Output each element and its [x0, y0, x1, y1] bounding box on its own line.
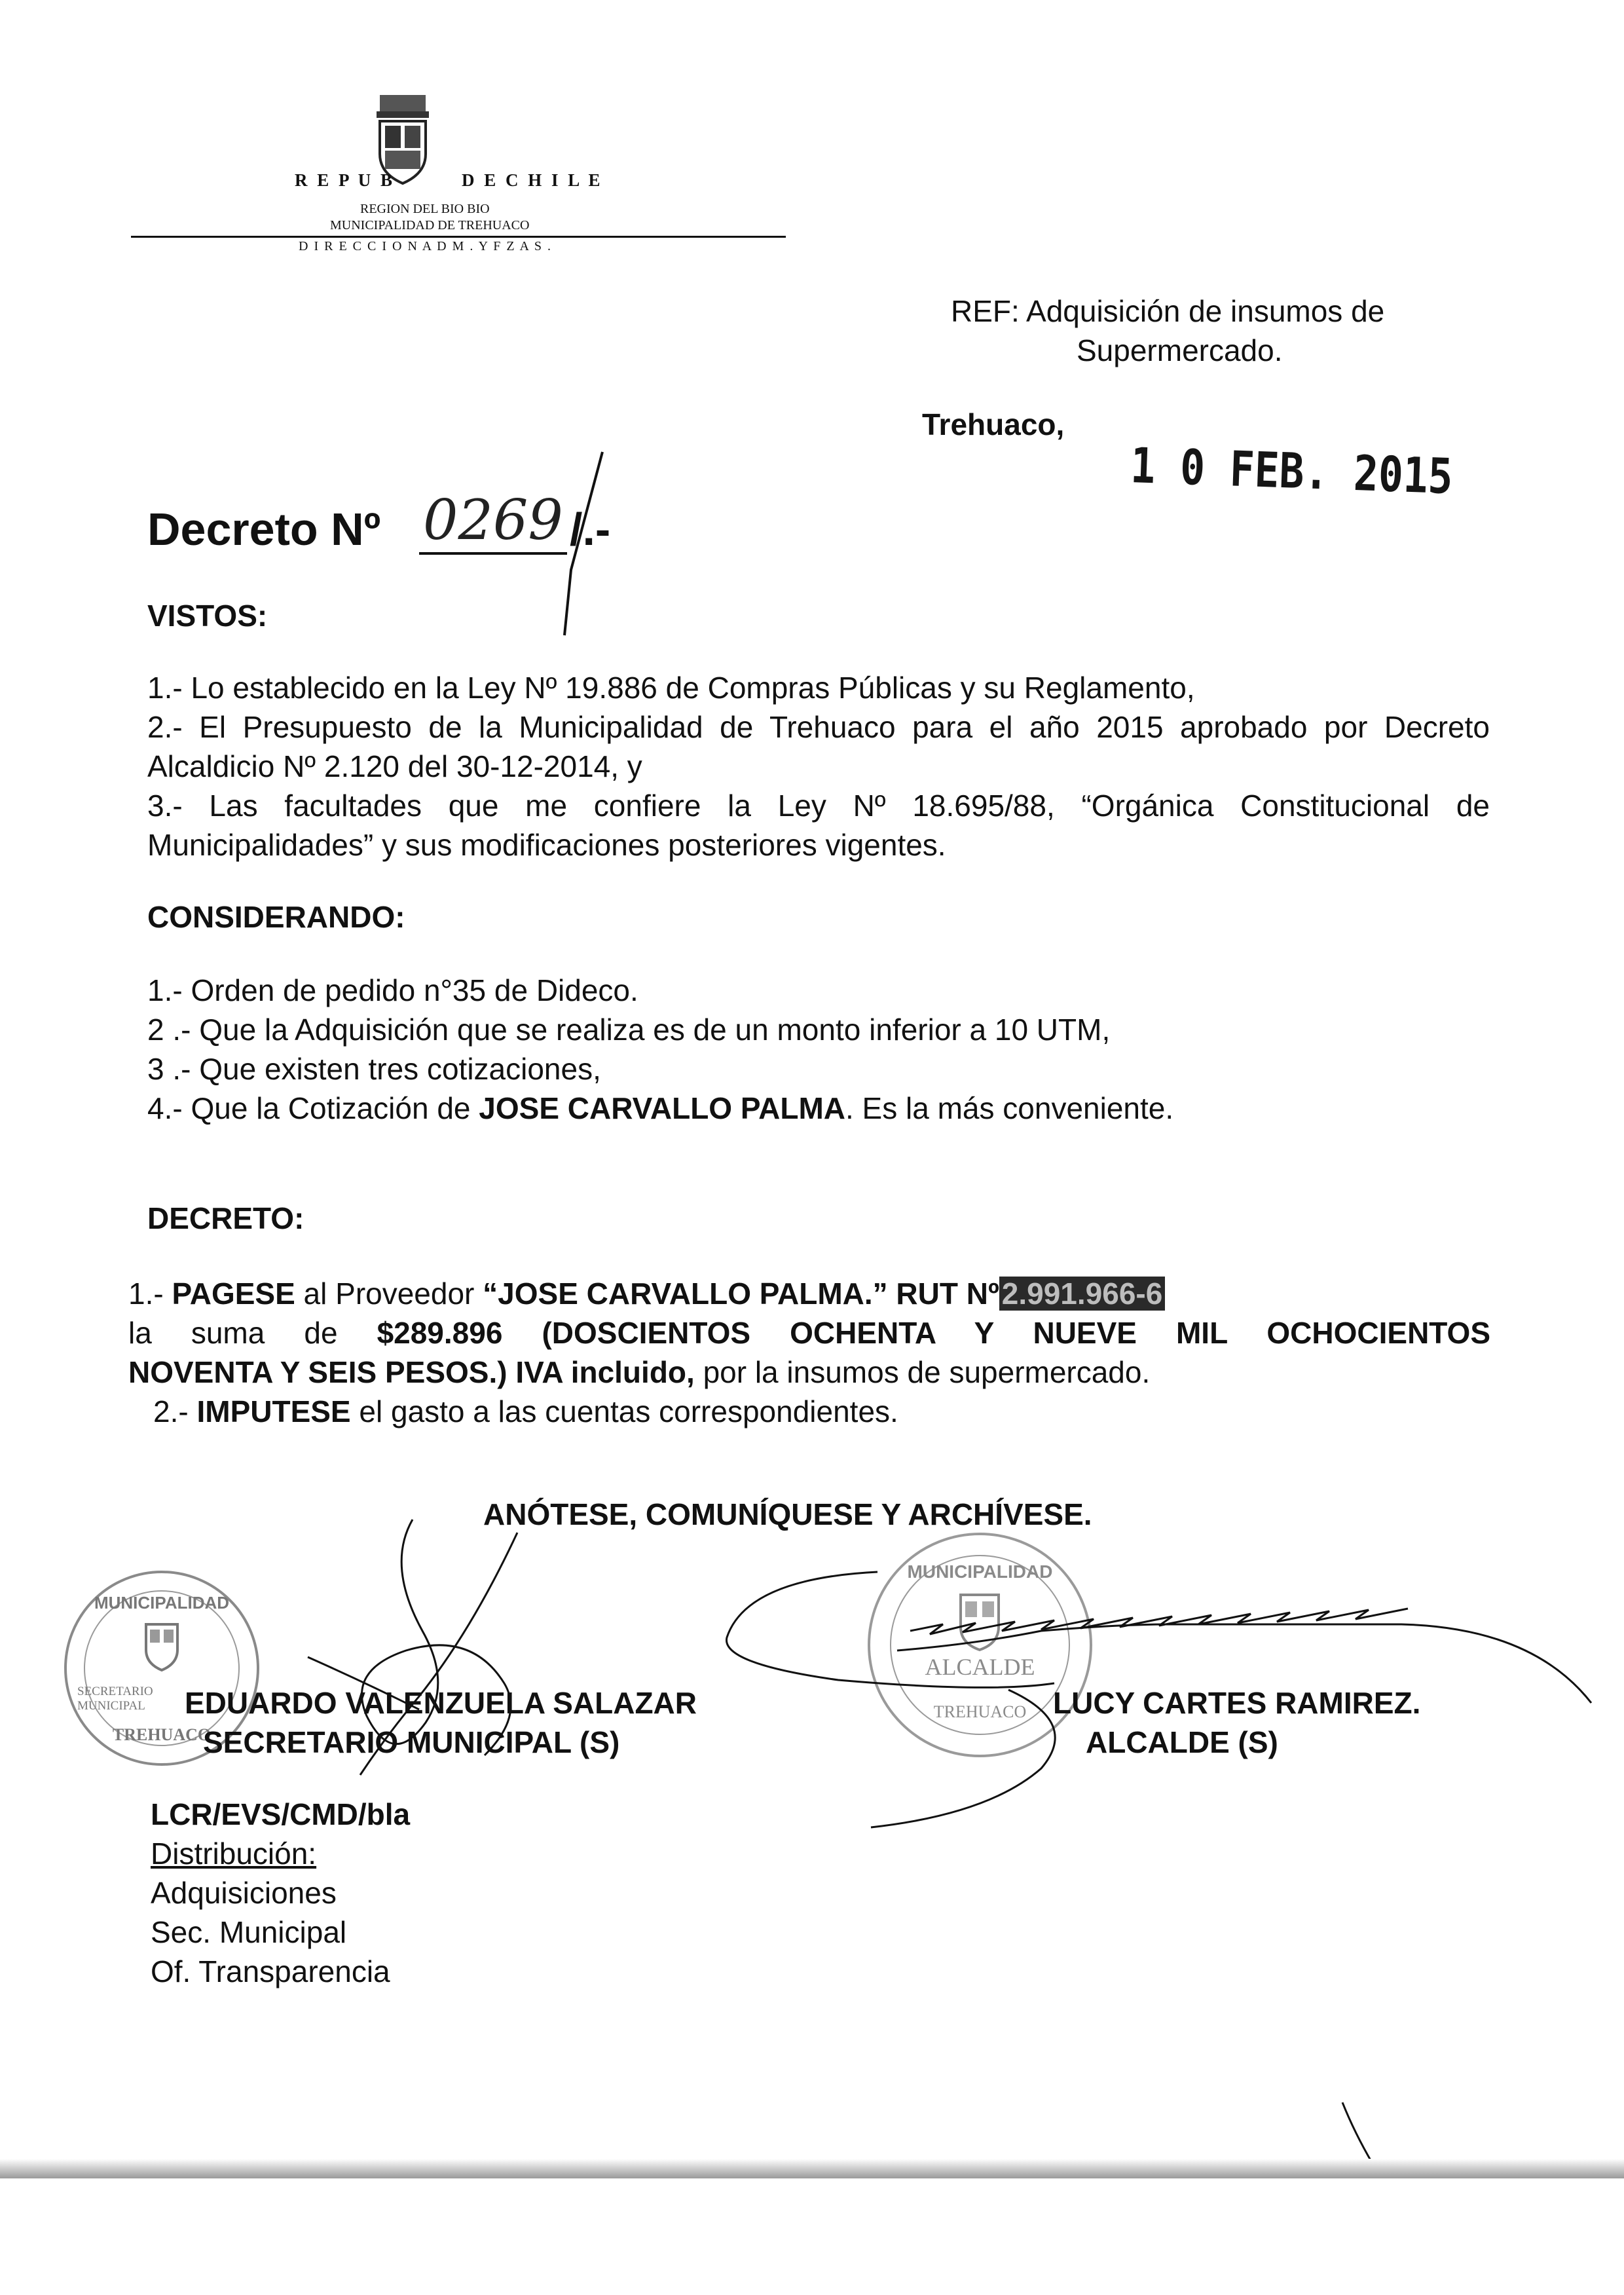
decreto-item-2-verb: IMPUTESE	[196, 1394, 351, 1428]
secretary-seal-top: MUNICIPALIDAD	[94, 1593, 230, 1613]
region: REGION DEL BIO BIO	[360, 202, 490, 216]
decreto-item-1-verb: PAGESE	[172, 1277, 295, 1311]
vistos-item-2b: Alcaldicio Nº 2.120 del 30-12-2014, y	[147, 749, 642, 783]
secretary-seal-mid: SECRETARIO MUNICIPAL	[77, 1685, 153, 1713]
decreto-amount-line-2	[128, 1353, 1490, 1392]
mayor-name: LUCY CARTES RAMIREZ.	[1053, 1686, 1421, 1720]
decreto-amount-rest: por la insumos de supermercado.	[694, 1355, 1151, 1389]
letterhead-divider	[131, 236, 786, 238]
mayor-role: ALCALDE (S)	[1086, 1725, 1278, 1759]
footer-dist-3: Of. Transparencia	[151, 1954, 390, 1988]
considerando-item-2: 2 .- Que la Adquisición que se realiza es de un monto inferior a 10 UTM,	[147, 1013, 1111, 1047]
ref-line2: Supermercado.	[1077, 333, 1283, 367]
ref-label: REF:	[951, 294, 1020, 328]
decreto-amount-pre3: de	[304, 1316, 338, 1350]
vistos-item-3a: 3.- Las facultades que me confiere la Ley Nº 18.695/88, “Orgánica Constitucional de	[147, 789, 1490, 823]
secretary-name: EDUARDO VALENZUELA SALAZAR	[185, 1686, 697, 1720]
considerando-item-4-post: . Es la más conveniente.	[845, 1091, 1174, 1125]
ref-line1: Adquisición de insumos de	[1026, 294, 1385, 328]
vistos-item-1: 1.- Lo establecido en la Ley Nº 19.886 de Compras Públicas y su Reglamento,	[147, 671, 1195, 705]
decreto-item-1-num: 1.-	[128, 1277, 172, 1311]
decreto-heading: DECRETO:	[147, 1201, 304, 1235]
mayor-seal-mid: ALCALDE	[925, 1654, 1035, 1680]
decree-number: 0269	[419, 488, 567, 555]
decreto-item-2	[128, 1392, 1490, 1431]
considerando-heading: CONSIDERANDO:	[147, 900, 405, 934]
mayor-seal-top: MUNICIPALIDAD	[907, 1561, 1053, 1582]
decree-slash-mark	[557, 445, 609, 642]
footer	[151, 1795, 410, 1991]
municipality: MUNICIPALIDAD DE TREHUACO	[330, 218, 530, 233]
vistos-item-2a: 2.- El Presupuesto de la Municipalidad de Trehuaco para el año 2015 aprobado por Decreto	[147, 710, 1490, 744]
decreto-amount: $289.896 (DOSCIENTOS OCHENTA Y NUEVE MIL OCHOCIENTOS	[377, 1316, 1491, 1350]
decreto-item-1-mid: al Proveedor	[295, 1277, 483, 1311]
considerando-item-4-pre: 4.- Que la Cotización de	[147, 1091, 479, 1125]
vistos-heading: VISTOS:	[147, 599, 268, 633]
decreto-item-2-num: 2.-	[153, 1394, 197, 1428]
decreto-amount-words: NOVENTA Y SEIS PESOS.) IVA incluido,	[128, 1355, 695, 1389]
decreto-item-2-rest: el gasto a las cuentas correspondientes.	[350, 1394, 898, 1428]
considerando-item-1: 1.- Orden de pedido n°35 de Dideco.	[147, 973, 638, 1007]
decreto-body	[128, 1274, 1490, 1431]
letterhead	[131, 92, 792, 262]
ref-block	[951, 291, 1384, 370]
vistos-list	[147, 668, 1490, 865]
scan-bottom-edge	[0, 2178, 1624, 2295]
decreto-supplier: “JOSE CARVALLO PALMA.” RUT Nº	[483, 1277, 999, 1311]
considerando-list	[147, 971, 1490, 1128]
place: Trehuaco,	[922, 407, 1065, 441]
mayor-name-block	[1053, 1683, 1420, 1762]
country-right: D E C H I L E	[462, 170, 603, 190]
decreto-item-1	[128, 1274, 1490, 1313]
secretary-seal-shield-icon	[142, 1620, 181, 1673]
secretary-role: SECRETARIO MUNICIPAL (S)	[203, 1725, 620, 1759]
decree-suffix: /.-	[570, 504, 611, 555]
footer-dist-2: Sec. Municipal	[151, 1915, 347, 1949]
scan-bottom-shadow	[0, 2159, 1624, 2178]
footer-initials: LCR/EVS/CMD/bla	[151, 1797, 411, 1831]
decreto-amount-pre1: la	[128, 1316, 152, 1350]
decreto-rut-redacted: 2.991.966-6	[999, 1277, 1166, 1311]
country-left: R E P U B	[295, 170, 396, 190]
date-stamp: 1 0 FEB. 2015	[1129, 438, 1454, 506]
footer-distribution-label: Distribución:	[151, 1837, 317, 1871]
footer-dist-1: Adquisiciones	[151, 1876, 337, 1910]
decreto-amount-pre2: suma	[191, 1316, 265, 1350]
decreto-amount-line	[128, 1313, 1490, 1353]
secretary-name-block	[185, 1683, 697, 1762]
closing-formula: ANÓTESE, COMUNÍQUESE Y ARCHÍVESE.	[483, 1497, 1092, 1531]
vistos-item-3b: Municipalidades” y sus modificaciones posteriores vigentes.	[147, 828, 946, 862]
considerando-item-4	[147, 1089, 1490, 1128]
decree-label: Decreto Nº	[147, 504, 381, 555]
considerando-item-3: 3 .- Que existen tres cotizaciones,	[147, 1052, 601, 1086]
secretary-seal-bottom: TREHUACO	[112, 1725, 212, 1744]
considerando-item-4-supplier: JOSE CARVALLO PALMA	[479, 1091, 845, 1125]
direction: D I R E C C I O N A D M . Y F Z A S .	[299, 239, 553, 253]
mayor-seal-bottom: TREHUACO	[933, 1702, 1027, 1721]
